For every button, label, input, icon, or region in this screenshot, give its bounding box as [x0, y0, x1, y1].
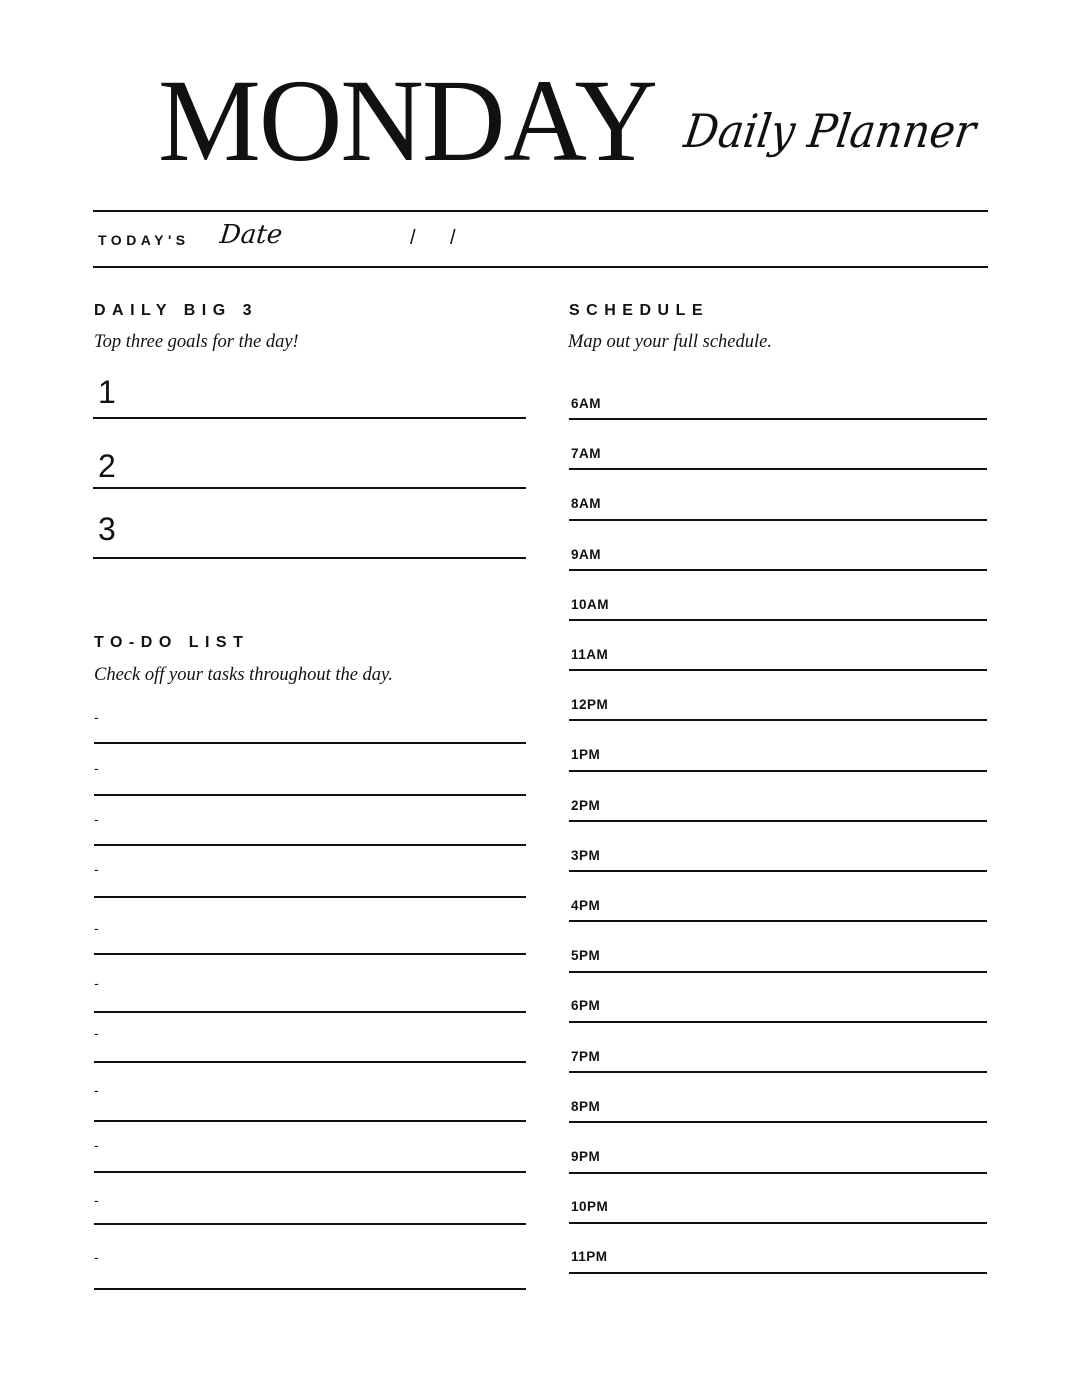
- schedule-line-8am[interactable]: [569, 519, 987, 521]
- todo-subheading: Check off your tasks throughout the day.: [94, 665, 393, 685]
- todo-line[interactable]: [94, 742, 526, 744]
- todo-line[interactable]: [94, 1223, 526, 1225]
- schedule-line-11pm[interactable]: [569, 1272, 987, 1274]
- goal-number: 3: [98, 511, 116, 547]
- schedule-heading: SCHEDULE: [569, 302, 710, 319]
- schedule-time-3pm: 3PM: [571, 848, 601, 863]
- todo-line[interactable]: [94, 953, 526, 955]
- schedule-line-3pm[interactable]: [569, 870, 987, 872]
- todo-line[interactable]: [94, 844, 526, 846]
- todo-line[interactable]: [94, 1011, 526, 1013]
- todo-bullet: -: [94, 1192, 99, 1208]
- goal-line-3[interactable]: [93, 557, 526, 559]
- schedule-line-11am[interactable]: [569, 669, 987, 671]
- todo-line[interactable]: [94, 896, 526, 898]
- schedule-subheading: Map out your full schedule.: [568, 332, 772, 352]
- todo-bullet: -: [94, 1137, 99, 1153]
- schedule-line-7am[interactable]: [569, 468, 987, 470]
- schedule-line-8pm[interactable]: [569, 1121, 987, 1123]
- schedule-line-9am[interactable]: [569, 569, 987, 571]
- todo-bullet: -: [94, 1025, 99, 1041]
- todo-bullet: -: [94, 760, 99, 776]
- schedule-time-6am: 6AM: [571, 396, 602, 411]
- schedule-time-12pm: 12PM: [571, 697, 609, 712]
- schedule-time-4pm: 4PM: [571, 898, 601, 913]
- schedule-time-8pm: 8PM: [571, 1099, 601, 1114]
- date-separator: /: [450, 227, 456, 249]
- big3-subheading: Top three goals for the day!: [94, 332, 299, 352]
- todo-line[interactable]: [94, 1288, 526, 1290]
- schedule-time-7am: 7AM: [571, 446, 602, 461]
- todo-line[interactable]: [94, 1171, 526, 1173]
- todo-bullet: -: [94, 709, 99, 725]
- todo-bullet: -: [94, 861, 99, 877]
- schedule-line-6am[interactable]: [569, 418, 987, 420]
- todo-line[interactable]: [94, 1061, 526, 1063]
- todo-bullet: -: [94, 920, 99, 936]
- schedule-line-10pm[interactable]: [569, 1222, 987, 1224]
- todo-bullet: -: [94, 1082, 99, 1098]
- schedule-line-2pm[interactable]: [569, 820, 987, 822]
- schedule-time-11pm: 11PM: [571, 1249, 608, 1264]
- date-separator: /: [410, 227, 416, 249]
- schedule-line-1pm[interactable]: [569, 770, 987, 772]
- schedule-line-7pm[interactable]: [569, 1071, 987, 1073]
- schedule-time-11am: 11AM: [571, 647, 609, 662]
- schedule-time-1pm: 1PM: [571, 747, 601, 762]
- schedule-line-12pm[interactable]: [569, 719, 987, 721]
- day-title: MONDAY: [158, 55, 657, 186]
- schedule-time-10am: 10AM: [571, 597, 610, 612]
- goal-line-2[interactable]: [93, 487, 526, 489]
- goal-number: 1: [98, 374, 116, 410]
- big3-heading: DAILY BIG 3: [94, 302, 258, 319]
- schedule-line-5pm[interactable]: [569, 971, 987, 973]
- goal-line-1[interactable]: [93, 417, 526, 419]
- schedule-time-8am: 8AM: [571, 496, 602, 511]
- schedule-time-9pm: 9PM: [571, 1149, 601, 1164]
- schedule-line-6pm[interactable]: [569, 1021, 987, 1023]
- todo-line[interactable]: [94, 794, 526, 796]
- schedule-time-9am: 9AM: [571, 547, 602, 562]
- date-label: Date: [218, 220, 284, 250]
- goal-number: 2: [98, 448, 116, 484]
- header-top-divider: [93, 210, 988, 212]
- todo-bullet: -: [94, 811, 99, 827]
- todays-label: TODAY'S: [98, 232, 190, 248]
- schedule-time-6pm: 6PM: [571, 998, 601, 1013]
- todo-bullet: -: [94, 975, 99, 991]
- todo-bullet: -: [94, 1249, 99, 1265]
- schedule-time-7pm: 7PM: [571, 1049, 601, 1064]
- schedule-time-10pm: 10PM: [571, 1199, 609, 1214]
- schedule-time-2pm: 2PM: [571, 798, 601, 813]
- schedule-time-5pm: 5PM: [571, 948, 601, 963]
- schedule-line-10am[interactable]: [569, 619, 987, 621]
- planner-subtitle: Daily Planner: [680, 104, 980, 158]
- todo-line[interactable]: [94, 1120, 526, 1122]
- todo-heading: TO-DO LIST: [94, 634, 250, 651]
- schedule-line-9pm[interactable]: [569, 1172, 987, 1174]
- schedule-line-4pm[interactable]: [569, 920, 987, 922]
- date-row-divider[interactable]: [93, 266, 988, 268]
